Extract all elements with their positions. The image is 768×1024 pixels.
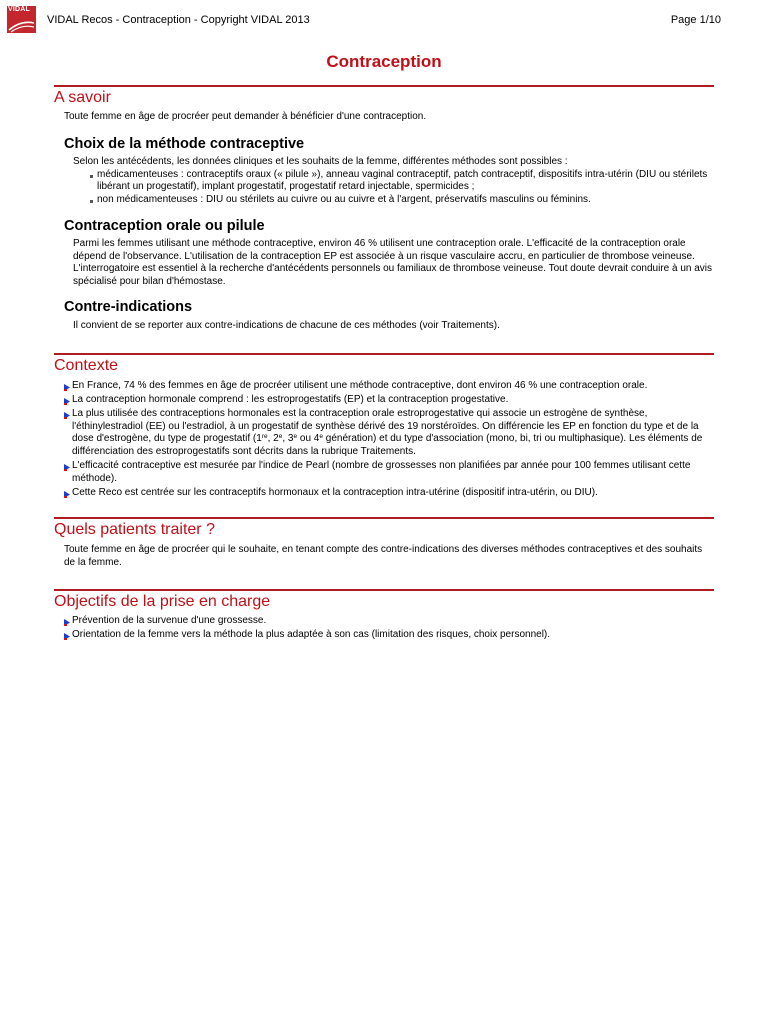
section-divider	[54, 353, 714, 355]
list-item: L'efficacité contraceptive est mesurée par l'indice de Pearl (nombre de grossesses non planifiées par année pour 100 femmes utilisant cette méthode).	[64, 460, 714, 485]
subsection-title-contre-indications: Contre-indications	[64, 299, 193, 315]
list-item: En France, 74 % des femmes en âge de procréer utilisent une méthode contraceptive, dont environ 46 % une contraception orale.	[64, 380, 714, 393]
subsection-title-choix: Choix de la méthode contraceptive	[64, 136, 305, 152]
section-title-contexte: Contexte	[54, 357, 119, 374]
arrow-bullet-icon	[64, 619, 71, 626]
vidal-logo	[7, 6, 36, 33]
arrow-bullet-icon	[64, 491, 71, 498]
objectifs-list	[64, 615, 714, 643]
list-item: médicamenteuses : contraceptifs oraux (« pilule »), anneau vaginal contraceptif, patch contraceptif, dispositifs intra-utérin (DIU ou stérilets libérant un progestatif), implant progestatif, progestatif retard injectable, spermicides ;	[83, 169, 714, 194]
arrow-bullet-icon	[64, 412, 71, 419]
arrow-bullet-icon	[64, 398, 71, 405]
section-divider	[54, 85, 714, 87]
list-item: La contraception hormonale comprend : les estroprogestatifs (EP) et la contraception progestative.	[64, 394, 714, 407]
section-title-a-savoir: A savoir	[54, 89, 111, 106]
choix-intro: Selon les antécédents, les données cliniques et les souhaits de la femme, différentes méthodes sont possibles :	[73, 156, 568, 167]
header-title: VIDAL Recos - Contraception - Copyright VIDAL 2013	[47, 14, 310, 26]
logo-text: VIDAL	[8, 6, 30, 13]
a-savoir-intro: Toute femme en âge de procréer peut demander à bénéficier d'une contraception.	[64, 111, 427, 122]
arrow-bullet-icon	[64, 633, 71, 640]
page-number: Page 1/10	[670, 14, 721, 26]
contexte-list	[64, 380, 714, 501]
arrow-bullet-icon	[64, 384, 71, 391]
section-title-patients: Quels patients traiter ?	[54, 521, 215, 538]
patients-text: Toute femme en âge de procréer qui le souhaite, en tenant compte des contre-indications des diverses méthodes contraceptives et des souhaits de la femme.	[64, 544, 703, 568]
list-item: non médicamenteuses : DIU ou stérilets au cuivre ou au cuivre et à l'argent, préservatifs masculins ou féminins.	[83, 194, 714, 207]
square-bullet-icon	[90, 200, 93, 203]
section-title-objectifs: Objectifs de la prise en charge	[54, 593, 271, 610]
list-item: Cette Reco est centrée sur les contraceptifs hormonaux et la contraception intra-utérine (dispositif intra-utérin, ou DIU).	[64, 487, 714, 500]
choix-list	[83, 169, 714, 207]
contre-indications-text: Il convient de se reporter aux contre-indications de chacune de ces méthodes (voir Traitements).	[73, 320, 500, 331]
arrow-bullet-icon	[64, 464, 71, 471]
section-divider	[54, 517, 714, 519]
list-item: Orientation de la femme vers la méthode la plus adaptée à son cas (limitation des risques, choix personnel).	[64, 629, 714, 642]
orale-text: Parmi les femmes utilisant une méthode contraceptive, environ 46 % utilisent une contraception orale. L'efficacité de la contraception orale dépend de l'observance. L'utilisation de la contraception EP est associée à un risque vasculaire accru, en particulier de thrombose veineuse. L'interrogatoire est essentiel à la recherche d'antécédents personnels ou familiaux de thrombose veineuse. Tout doute devrait conduire à un avis spécialisé pour bilan d'hémostase.	[73, 238, 713, 287]
document-title: Contraception	[326, 52, 442, 71]
list-item: Prévention de la survenue d'une grossesse.	[64, 615, 714, 628]
section-divider	[54, 589, 714, 591]
subsection-title-orale: Contraception orale ou pilule	[64, 218, 265, 234]
list-item: La plus utilisée des contraceptions hormonales est la contraception orale estroprogestative qui associe un estrogène de synthèse, l'éthinylestradiol (EE) ou l'estradiol, à un progestatif de synthèse dérivé des 19 norstéroïdes. On différencie les EP en fonction du type et de la dose d'estrogène, du type de progestatif (1re, 2e, 3e ou 4e génération) et du type d'association (mono, bi, tri ou multiphasique). Les éléments de différenciation des estroprogestatifs sont décrits dans la rubrique Traitements.	[64, 408, 714, 458]
square-bullet-icon	[90, 175, 93, 178]
